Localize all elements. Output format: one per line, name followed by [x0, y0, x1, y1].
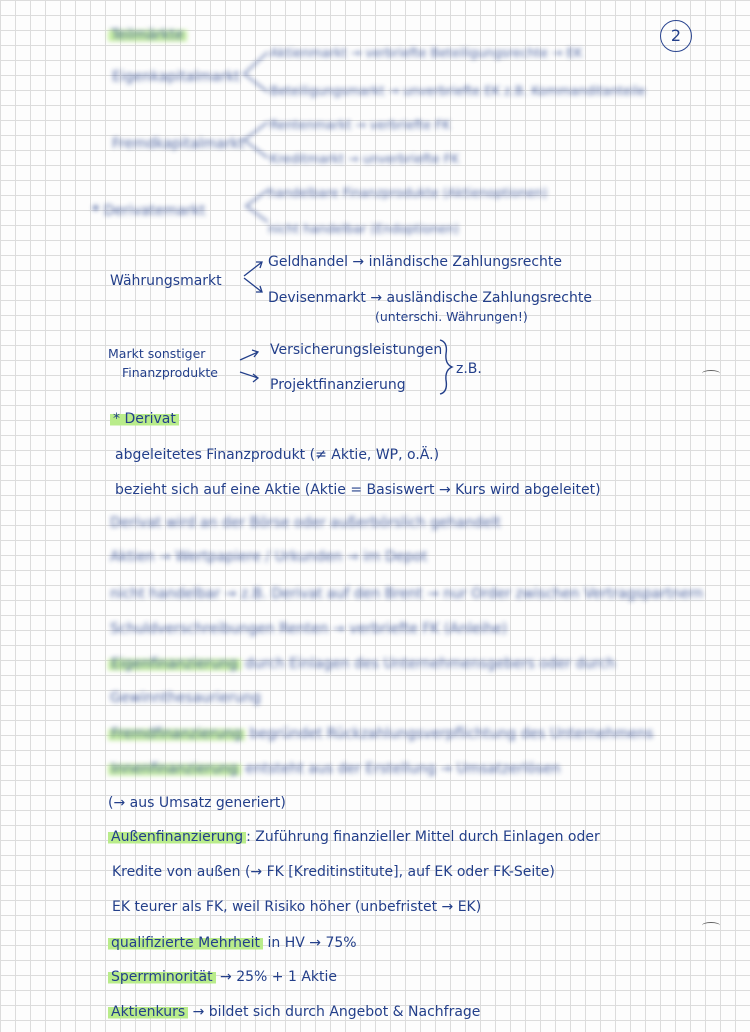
kreditmarkt-branch: Kreditmarkt → unverbriefte FK: [270, 151, 460, 166]
fremdkapitalmarkt-label: Fremdkapitalmarkt: [112, 136, 245, 152]
blurred-line-2: Aktien → Wertpapiere / Urkunden → im Depot: [110, 549, 428, 565]
rentenmarkt-branch: Rentenmarkt → verbriefte FK: [270, 117, 451, 132]
blurred-line-3: nicht handelbar → z.B. Derivat auf den Brent → nur Order zwischen Vertragspartnern: [110, 586, 704, 602]
waehrungsmarkt-arrows: [240, 254, 268, 298]
aktienmarkt-branch: Aktienmarkt → verbriefte Beteiligungsrechte → EK: [270, 45, 583, 60]
qualifizierte-mehrheit-text: in HV → 75%: [263, 935, 357, 951]
aussenfinanzierung-term: Außenfinanzierung: [108, 829, 246, 845]
waehrungen-note: (unterschi. Währungen!): [375, 309, 528, 324]
umsatz-line: (→ aus Umsatz generiert): [108, 795, 286, 811]
page-number: 2: [660, 20, 692, 52]
waehrungsmarkt-label: Währungsmarkt: [110, 273, 222, 289]
sperrminoritaet-term: Sperrminorität: [108, 969, 216, 985]
derivate-branch-1: handelbare Finanzprodukte (Aktienoptionen): [268, 185, 548, 200]
derivat-heading: * Derivat: [110, 411, 179, 427]
sonstige-label-1: Markt sonstiger: [108, 346, 206, 361]
blurred-brackets: [240, 40, 272, 240]
blurred-line-1: Derivat wird an der Börse oder außerbörslich gehandelt: [110, 515, 501, 531]
sonstige-label-2: Finanzprodukte: [122, 365, 218, 380]
margin-mark-upper: [702, 370, 720, 377]
aussenfinanzierung-text: : Zuführung finanzieller Mittel durch Einlagen oder: [246, 829, 600, 845]
ek-teurer-line: EK teurer als FK, weil Risiko höher (unbefristet → EK): [112, 899, 482, 915]
brace-note: z.B.: [456, 361, 482, 377]
devisenmarkt-branch: Devisenmarkt → ausländische Zahlungsrechte: [268, 290, 592, 306]
blurred-line-4: Schuldverschreibungen Renten → verbriefte FK (Anleihe): [110, 621, 508, 637]
projektfinanzierung-branch: Projektfinanzierung: [270, 377, 406, 393]
innenfinanzierung-text: entsteht aus der Erstellung → Umsatzerlösen: [245, 761, 561, 777]
derivatemarkt-label: Derivatemarkt: [103, 203, 206, 219]
fremdfinanzierung-text: begründet Rückzahlungsverpflichtung des Unternehmens: [249, 726, 654, 742]
teilmaerkte-heading: Teilmärkte: [108, 27, 187, 43]
curly-brace: [436, 338, 456, 396]
eigenfinanzierung-text: durch Einlagen des Unternehmensgebers oder durch: [244, 656, 616, 672]
eigenkapitalmarkt-label: Eigenkapitalmarkt: [112, 69, 240, 85]
aktienkurs-text: → bildet sich durch Angebot & Nachfrage: [188, 1004, 481, 1020]
beteiligungsmarkt-branch: Beteiligungsmarkt → unverbriefte EK z.B. Kommanditanteile: [270, 83, 646, 98]
sonstige-arrows: [236, 346, 266, 386]
derivate-star: *: [92, 203, 100, 219]
versicherungsleistungen-branch: Versicherungsleistungen: [270, 342, 443, 358]
geldhandel-branch: Geldhandel → inländische Zahlungsrechte: [268, 254, 562, 270]
derivat-def-line-1: abgeleitetes Finanzprodukt (≠ Aktie, WP, o.Ä.): [115, 447, 440, 463]
margin-mark-lower: [702, 922, 720, 929]
innenfinanzierung-term: Innenfinanzierung: [108, 761, 241, 777]
aussenfinanzierung-line-2: Kredite von außen (→ FK [Kreditinstitute], auf EK oder FK-Seite): [112, 864, 555, 880]
qualifizierte-mehrheit-term: qualifizierte Mehrheit: [108, 935, 263, 951]
sperrminoritaet-text: → 25% + 1 Aktie: [215, 969, 337, 985]
fremdfinanzierung-term: Fremdfinanzierung: [108, 726, 245, 742]
derivat-def-line-2: bezieht sich auf eine Aktie (Aktie = Basiswert → Kurs wird abgeleitet): [115, 482, 601, 498]
eigenfinanzierung-term: Eigenfinanzierung: [108, 656, 241, 672]
derivate-branch-2: nicht handelbar (Endoptionen): [268, 221, 460, 236]
aktienkurs-term: Aktienkurs: [108, 1004, 188, 1020]
blurred-line-6: Gewinnthesaurierung: [110, 690, 261, 706]
